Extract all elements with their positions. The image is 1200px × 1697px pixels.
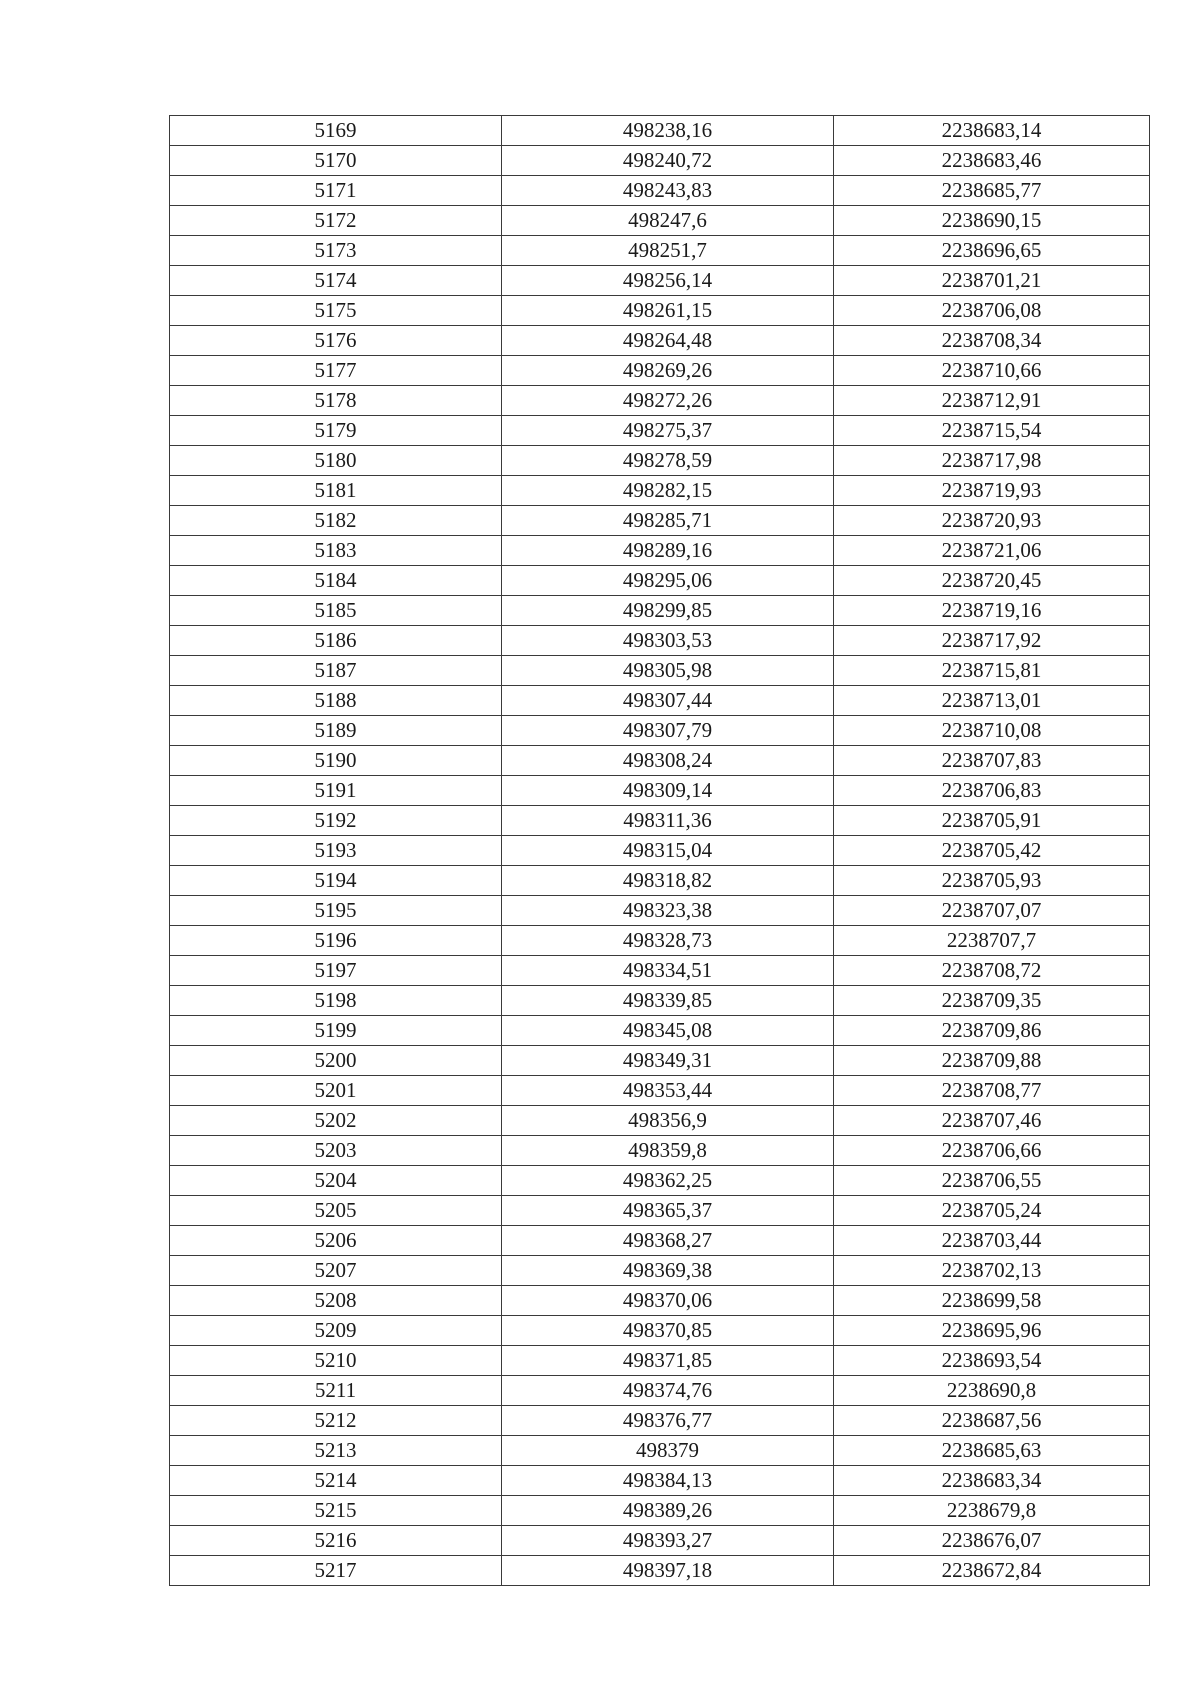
point-number-cell: 5169 (170, 116, 502, 146)
y-coordinate-cell: 2238707,7 (834, 926, 1150, 956)
table-row (170, 836, 1150, 866)
table-row (170, 866, 1150, 896)
point-number-cell: 5173 (170, 236, 502, 266)
point-number-cell: 5213 (170, 1436, 502, 1466)
point-number-cell: 5200 (170, 1046, 502, 1076)
point-number-cell: 5199 (170, 1016, 502, 1046)
x-coordinate-cell: 498240,72 (502, 146, 834, 176)
point-number-cell: 5217 (170, 1556, 502, 1586)
table-row (170, 716, 1150, 746)
x-coordinate-cell: 498353,44 (502, 1076, 834, 1106)
y-coordinate-cell: 2238705,91 (834, 806, 1150, 836)
x-coordinate-cell: 498397,18 (502, 1556, 834, 1586)
table-row (170, 1436, 1150, 1466)
table-row (170, 236, 1150, 266)
x-coordinate-cell: 498368,27 (502, 1226, 834, 1256)
x-coordinate-cell: 498299,85 (502, 596, 834, 626)
table-row (170, 956, 1150, 986)
x-coordinate-cell: 498384,13 (502, 1466, 834, 1496)
y-coordinate-cell: 2238717,98 (834, 446, 1150, 476)
x-coordinate-cell: 498362,25 (502, 1166, 834, 1196)
table-row (170, 386, 1150, 416)
x-coordinate-cell: 498275,37 (502, 416, 834, 446)
y-coordinate-cell: 2238683,46 (834, 146, 1150, 176)
point-number-cell: 5212 (170, 1406, 502, 1436)
point-number-cell: 5207 (170, 1256, 502, 1286)
point-number-cell: 5179 (170, 416, 502, 446)
y-coordinate-cell: 2238679,8 (834, 1496, 1150, 1526)
y-coordinate-cell: 2238709,88 (834, 1046, 1150, 1076)
y-coordinate-cell: 2238710,66 (834, 356, 1150, 386)
table-row (170, 926, 1150, 956)
table-row (170, 626, 1150, 656)
table-row (170, 176, 1150, 206)
y-coordinate-cell: 2238705,42 (834, 836, 1150, 866)
point-number-cell: 5193 (170, 836, 502, 866)
table-row (170, 1136, 1150, 1166)
x-coordinate-cell: 498256,14 (502, 266, 834, 296)
y-coordinate-cell: 2238706,55 (834, 1166, 1150, 1196)
x-coordinate-cell: 498247,6 (502, 206, 834, 236)
y-coordinate-cell: 2238696,65 (834, 236, 1150, 266)
y-coordinate-cell: 2238705,24 (834, 1196, 1150, 1226)
table-row (170, 1346, 1150, 1376)
y-coordinate-cell: 2238702,13 (834, 1256, 1150, 1286)
x-coordinate-cell: 498243,83 (502, 176, 834, 206)
point-number-cell: 5186 (170, 626, 502, 656)
table-row (170, 1406, 1150, 1436)
x-coordinate-cell: 498370,06 (502, 1286, 834, 1316)
table-row (170, 416, 1150, 446)
point-number-cell: 5211 (170, 1376, 502, 1406)
y-coordinate-cell: 2238713,01 (834, 686, 1150, 716)
point-number-cell: 5204 (170, 1166, 502, 1196)
x-coordinate-cell: 498374,76 (502, 1376, 834, 1406)
table-row (170, 1106, 1150, 1136)
point-number-cell: 5175 (170, 296, 502, 326)
table-row (170, 566, 1150, 596)
y-coordinate-cell: 2238695,96 (834, 1316, 1150, 1346)
x-coordinate-cell: 498269,26 (502, 356, 834, 386)
x-coordinate-cell: 498264,48 (502, 326, 834, 356)
point-number-cell: 5182 (170, 506, 502, 536)
x-coordinate-cell: 498305,98 (502, 656, 834, 686)
x-coordinate-cell: 498370,85 (502, 1316, 834, 1346)
table-row (170, 146, 1150, 176)
y-coordinate-cell: 2238719,93 (834, 476, 1150, 506)
table-row (170, 446, 1150, 476)
point-number-cell: 5205 (170, 1196, 502, 1226)
point-number-cell: 5189 (170, 716, 502, 746)
point-number-cell: 5171 (170, 176, 502, 206)
table-row (170, 986, 1150, 1016)
x-coordinate-cell: 498307,79 (502, 716, 834, 746)
y-coordinate-cell: 2238687,56 (834, 1406, 1150, 1436)
x-coordinate-cell: 498308,24 (502, 746, 834, 776)
y-coordinate-cell: 2238706,83 (834, 776, 1150, 806)
x-coordinate-cell: 498339,85 (502, 986, 834, 1016)
y-coordinate-cell: 2238676,07 (834, 1526, 1150, 1556)
point-number-cell: 5196 (170, 926, 502, 956)
y-coordinate-cell: 2238705,93 (834, 866, 1150, 896)
y-coordinate-cell: 2238709,35 (834, 986, 1150, 1016)
point-number-cell: 5172 (170, 206, 502, 236)
table-row (170, 1556, 1150, 1586)
y-coordinate-cell: 2238715,54 (834, 416, 1150, 446)
x-coordinate-cell: 498376,77 (502, 1406, 834, 1436)
point-number-cell: 5190 (170, 746, 502, 776)
point-number-cell: 5187 (170, 656, 502, 686)
point-number-cell: 5191 (170, 776, 502, 806)
point-number-cell: 5194 (170, 866, 502, 896)
point-number-cell: 5203 (170, 1136, 502, 1166)
y-coordinate-cell: 2238708,72 (834, 956, 1150, 986)
table-row (170, 356, 1150, 386)
x-coordinate-cell: 498345,08 (502, 1016, 834, 1046)
point-number-cell: 5215 (170, 1496, 502, 1526)
table-row (170, 1256, 1150, 1286)
point-number-cell: 5209 (170, 1316, 502, 1346)
y-coordinate-cell: 2238708,34 (834, 326, 1150, 356)
y-coordinate-cell: 2238712,91 (834, 386, 1150, 416)
point-number-cell: 5192 (170, 806, 502, 836)
table-row (170, 1286, 1150, 1316)
x-coordinate-cell: 498371,85 (502, 1346, 834, 1376)
table-row (170, 1466, 1150, 1496)
table-row (170, 1046, 1150, 1076)
y-coordinate-cell: 2238709,86 (834, 1016, 1150, 1046)
point-number-cell: 5174 (170, 266, 502, 296)
x-coordinate-cell: 498318,82 (502, 866, 834, 896)
table-row (170, 686, 1150, 716)
table-row (170, 1496, 1150, 1526)
x-coordinate-cell: 498328,73 (502, 926, 834, 956)
point-number-cell: 5183 (170, 536, 502, 566)
point-number-cell: 5170 (170, 146, 502, 176)
y-coordinate-cell: 2238685,77 (834, 176, 1150, 206)
y-coordinate-cell: 2238708,77 (834, 1076, 1150, 1106)
y-coordinate-cell: 2238707,83 (834, 746, 1150, 776)
point-number-cell: 5177 (170, 356, 502, 386)
y-coordinate-cell: 2238721,06 (834, 536, 1150, 566)
point-number-cell: 5208 (170, 1286, 502, 1316)
table-row (170, 116, 1150, 146)
point-number-cell: 5210 (170, 1346, 502, 1376)
table-row (170, 266, 1150, 296)
x-coordinate-cell: 498323,38 (502, 896, 834, 926)
point-number-cell: 5202 (170, 1106, 502, 1136)
x-coordinate-cell: 498278,59 (502, 446, 834, 476)
x-coordinate-cell: 498379 (502, 1436, 834, 1466)
x-coordinate-cell: 498309,14 (502, 776, 834, 806)
y-coordinate-cell: 2238690,15 (834, 206, 1150, 236)
table-row (170, 1166, 1150, 1196)
table-row (170, 506, 1150, 536)
y-coordinate-cell: 2238699,58 (834, 1286, 1150, 1316)
table-row (170, 476, 1150, 506)
x-coordinate-cell: 498285,71 (502, 506, 834, 536)
coordinates-table (169, 115, 1150, 1586)
y-coordinate-cell: 2238672,84 (834, 1556, 1150, 1586)
x-coordinate-cell: 498303,53 (502, 626, 834, 656)
coordinates-table-body (170, 116, 1150, 1586)
table-row (170, 776, 1150, 806)
x-coordinate-cell: 498393,27 (502, 1526, 834, 1556)
y-coordinate-cell: 2238706,08 (834, 296, 1150, 326)
x-coordinate-cell: 498365,37 (502, 1196, 834, 1226)
table-row (170, 1526, 1150, 1556)
point-number-cell: 5180 (170, 446, 502, 476)
table-row (170, 1316, 1150, 1346)
table-row (170, 296, 1150, 326)
y-coordinate-cell: 2238715,81 (834, 656, 1150, 686)
y-coordinate-cell: 2238720,93 (834, 506, 1150, 536)
table-row (170, 896, 1150, 926)
x-coordinate-cell: 498334,51 (502, 956, 834, 986)
x-coordinate-cell: 498295,06 (502, 566, 834, 596)
table-row (170, 326, 1150, 356)
x-coordinate-cell: 498307,44 (502, 686, 834, 716)
y-coordinate-cell: 2238683,14 (834, 116, 1150, 146)
table-row (170, 1016, 1150, 1046)
y-coordinate-cell: 2238710,08 (834, 716, 1150, 746)
x-coordinate-cell: 498282,15 (502, 476, 834, 506)
x-coordinate-cell: 498359,8 (502, 1136, 834, 1166)
y-coordinate-cell: 2238690,8 (834, 1376, 1150, 1406)
y-coordinate-cell: 2238706,66 (834, 1136, 1150, 1166)
y-coordinate-cell: 2238717,92 (834, 626, 1150, 656)
point-number-cell: 5185 (170, 596, 502, 626)
point-number-cell: 5184 (170, 566, 502, 596)
y-coordinate-cell: 2238685,63 (834, 1436, 1150, 1466)
x-coordinate-cell: 498389,26 (502, 1496, 834, 1526)
table-row (170, 746, 1150, 776)
y-coordinate-cell: 2238720,45 (834, 566, 1150, 596)
y-coordinate-cell: 2238703,44 (834, 1226, 1150, 1256)
point-number-cell: 5178 (170, 386, 502, 416)
table-row (170, 1196, 1150, 1226)
x-coordinate-cell: 498289,16 (502, 536, 834, 566)
y-coordinate-cell: 2238701,21 (834, 266, 1150, 296)
x-coordinate-cell: 498311,36 (502, 806, 834, 836)
table-row (170, 1226, 1150, 1256)
table-row (170, 1076, 1150, 1106)
point-number-cell: 5195 (170, 896, 502, 926)
point-number-cell: 5198 (170, 986, 502, 1016)
x-coordinate-cell: 498272,26 (502, 386, 834, 416)
point-number-cell: 5188 (170, 686, 502, 716)
table-row (170, 656, 1150, 686)
point-number-cell: 5214 (170, 1466, 502, 1496)
x-coordinate-cell: 498251,7 (502, 236, 834, 266)
x-coordinate-cell: 498315,04 (502, 836, 834, 866)
x-coordinate-cell: 498261,15 (502, 296, 834, 326)
table-row (170, 596, 1150, 626)
table-row (170, 536, 1150, 566)
point-number-cell: 5176 (170, 326, 502, 356)
point-number-cell: 5197 (170, 956, 502, 986)
point-number-cell: 5206 (170, 1226, 502, 1256)
table-row (170, 206, 1150, 236)
y-coordinate-cell: 2238693,54 (834, 1346, 1150, 1376)
point-number-cell: 5216 (170, 1526, 502, 1556)
y-coordinate-cell: 2238683,34 (834, 1466, 1150, 1496)
x-coordinate-cell: 498369,38 (502, 1256, 834, 1286)
y-coordinate-cell: 2238719,16 (834, 596, 1150, 626)
x-coordinate-cell: 498349,31 (502, 1046, 834, 1076)
y-coordinate-cell: 2238707,46 (834, 1106, 1150, 1136)
point-number-cell: 5181 (170, 476, 502, 506)
table-row (170, 806, 1150, 836)
x-coordinate-cell: 498356,9 (502, 1106, 834, 1136)
y-coordinate-cell: 2238707,07 (834, 896, 1150, 926)
table-row (170, 1376, 1150, 1406)
x-coordinate-cell: 498238,16 (502, 116, 834, 146)
point-number-cell: 5201 (170, 1076, 502, 1106)
